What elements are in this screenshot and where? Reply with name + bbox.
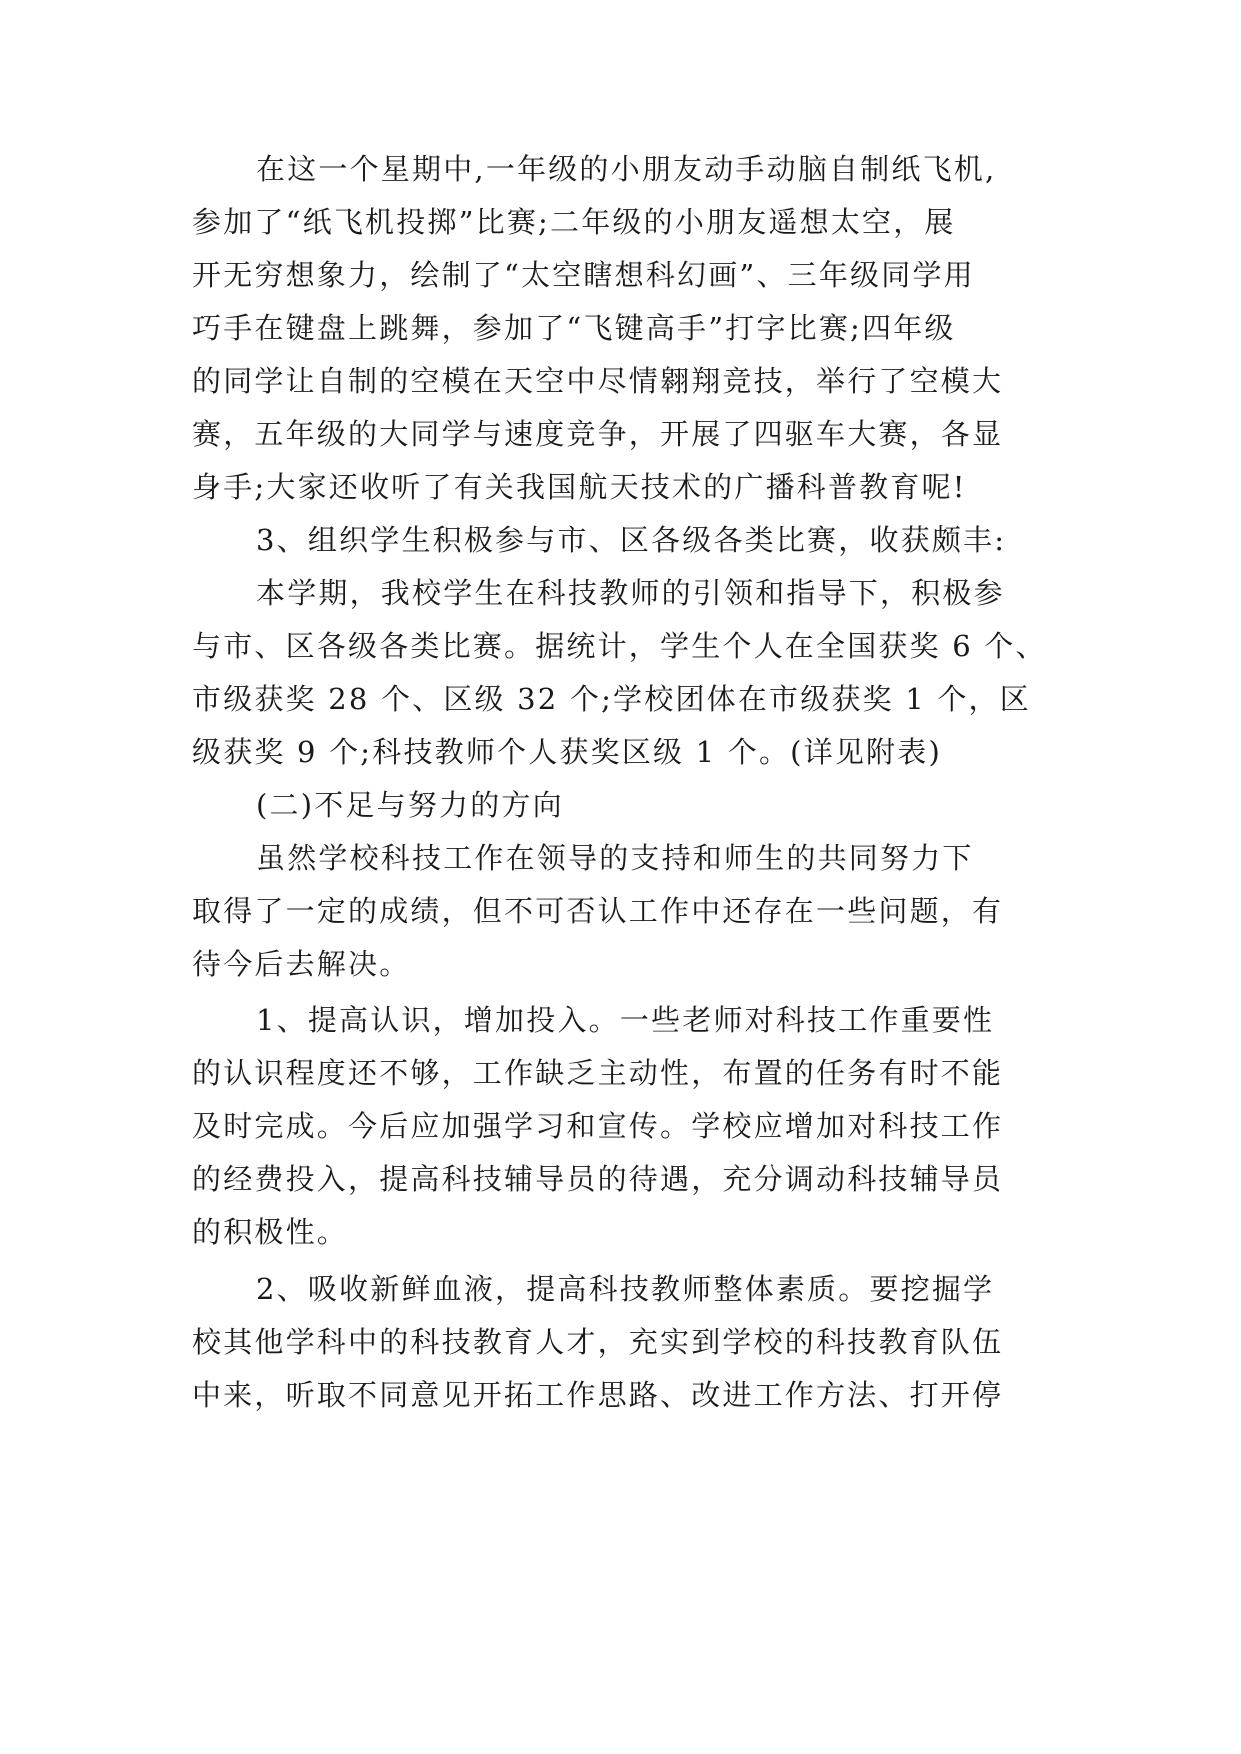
text-line: 1、提高认识，增加投入。一些老师对科技工作重要性 [256,1003,995,1037]
text-line: 中来，听取不同意见开拓工作思路、改进工作方法、打开停 [192,1378,1004,1412]
text-line: 虽然学校科技工作在领导的支持和师生的共同努力下 [256,841,974,875]
text-line: 身手;大家还收听了有关我国航天技术的广播科普教育呢! [192,470,967,504]
text-line: 的同学让自制的空模在天空中尽情翱翔竞技，举行了空模大 [192,364,1004,398]
text-line: 级获奖 9 个;科技教师个人获奖区级 1 个。(详见附表) [192,735,942,769]
text-line: 本学期，我校学生在科技教师的引领和指导下，积极参 [256,576,1005,610]
text-line: 赛，五年级的大同学与速度竞争，开展了四驱车大赛，各显 [192,417,1004,451]
text-line: 与市、区各级各类比赛。据统计，学生个人在全国获奖 6 个、 [192,629,1047,663]
section-heading: (二)不足与努力的方向 [256,788,564,822]
text-line: 参加了“纸飞机投掷”比赛;二年级的小朋友遥想太空，展 [192,205,956,239]
text-line: 的积极性。 [192,1215,349,1249]
text-line: 的经费投入，提高科技辅导员的待遇，充分调动科技辅导员 [192,1162,1004,1196]
text-line: 2、吸收新鲜血液，提高科技教师整体素质。要挖掘学 [256,1272,995,1306]
text-line: 市级获奖 28 个、区级 32 个;学校团体在市级获奖 1 个，区 [192,682,1031,716]
text-line: 的认识程度还不够，工作缺乏主动性，布置的任务有时不能 [192,1056,1004,1090]
text-line: 开无穷想象力，绘制了“太空瞎想科幻画”、三年级同学用 [192,258,975,292]
text-line: 待今后去解决。 [192,947,411,981]
text-line: 巧手在键盘上跳舞，参加了“飞键高手”打字比赛;四年级 [192,311,956,345]
text-line: 取得了一定的成绩，但不可否认工作中还存在一些问题，有 [192,894,1004,928]
text-line: 3、组织学生积极参与市、区各级各类比赛，收获颇丰: [256,523,1007,557]
text-line: 及时完成。今后应加强学习和宣传。学校应增加对科技工作 [192,1109,1004,1143]
text-line: 在这一个星期中,一年级的小朋友动手动脑自制纸飞机, [256,152,997,186]
text-line: 校其他学科中的科技教育人才，充实到学校的科技教育队伍 [192,1325,1004,1359]
